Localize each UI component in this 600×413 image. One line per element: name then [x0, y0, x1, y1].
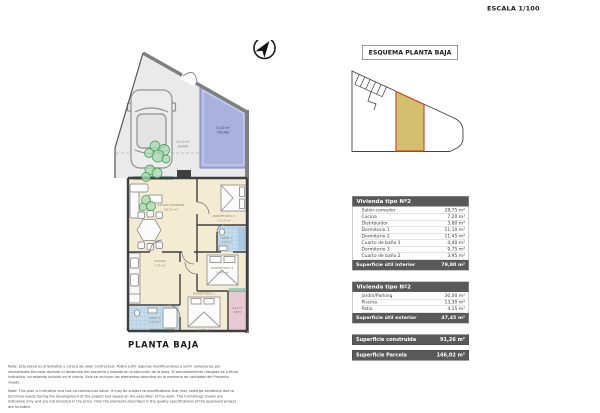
- interior-areas-table: [352, 196, 469, 271]
- row-value: 4,15 m²: [447, 306, 465, 312]
- row-label: Distribuidor: [361, 221, 388, 226]
- row-value: 3,80 m²: [447, 221, 465, 226]
- patio-area-label: 4,15 m²: [232, 306, 243, 310]
- row-label: Dormitorio 1: [361, 227, 390, 233]
- total-value: 47,45 m²: [441, 315, 465, 321]
- pool-name-label: PISCINA: [216, 130, 230, 135]
- cocina-label: COCINA: [154, 259, 166, 263]
- dormitorio3-label: DORMITORIO 3: [192, 291, 216, 296]
- total-label: Superficie útil interior: [356, 262, 416, 268]
- row-value: 4,40 m²: [447, 240, 465, 246]
- dormitorio1-label: DORMITORIO 1: [212, 214, 236, 218]
- row-label: Dormitorio 2: [361, 234, 390, 239]
- north-arrow-icon: [254, 40, 275, 59]
- built-surface-value: 91,26 m²: [440, 337, 465, 343]
- built-surface-label: Superficie construida: [356, 337, 417, 343]
- row-label: Cuarto de baño 1: [361, 240, 401, 246]
- scale-label: ESCALA 1/100: [487, 5, 540, 13]
- row-value: 11,10 m²: [444, 227, 465, 233]
- row-value: 28,75 m²: [444, 208, 465, 213]
- row-label: Salón-comedor: [361, 208, 396, 213]
- bed3: [188, 297, 220, 327]
- exterior-total-bar: [353, 313, 469, 323]
- total-value: 79,80 m²: [441, 262, 465, 268]
- row-value: 9,75 m²: [447, 247, 465, 252]
- built-surface-bar: [352, 335, 469, 346]
- parcel-surface-label: Superficie Parcela: [356, 352, 407, 358]
- interior-table-header: Vivienda tipo Nº2: [353, 197, 469, 207]
- plan-title: PLANTA BAJA: [128, 340, 200, 350]
- row-label: Cocina: [361, 214, 377, 220]
- schematic-title-box: [362, 45, 458, 60]
- entry-porch-wall: [177, 170, 191, 179]
- table-row: [362, 253, 466, 260]
- disclaimer-notes: [8, 364, 239, 413]
- dormitorio2-area: 11,45 m²: [215, 270, 229, 275]
- exterior-table-header: Vivienda tipo Nº2: [353, 282, 469, 292]
- row-label: Piscina: [361, 300, 378, 305]
- kitchen-counter: [129, 253, 140, 303]
- note-spanish: Nota: Este plano es orientativo y carece de valor contractual. Podrá sufrir algunas modificaciones y sufrir variaciones por necesidades técnicas durante el desarrollo del proyecto y basado en la ejecución de la obra. El amueblamiento dibujado es a título indicativo, no estando incluido en el precio. Solo se incluyen los elementos descritos en la memoria de calidades del Proyecto visado.: [8, 364, 239, 385]
- row-label: Jardín/Parking: [361, 293, 393, 299]
- bed1: [221, 185, 246, 211]
- toilet2: [134, 310, 139, 316]
- dormitorio1-area: 11,10 m²: [217, 218, 231, 223]
- area-tables: [352, 196, 469, 361]
- patio-name-label: PATIO: [233, 310, 242, 314]
- pool-area-label: 13,30 m²: [215, 126, 231, 130]
- interior-total-bar: [353, 260, 469, 270]
- row-label: Dormitorio 3: [361, 247, 390, 252]
- exterior-areas-table: [352, 282, 469, 324]
- shower1: [238, 227, 246, 250]
- bano1-label: BAÑO 1: [221, 236, 233, 240]
- schematic-title: ESQUEMA PLANTA BAJA: [368, 48, 452, 56]
- note-english: Note: This plan is indicative and has no contractual value. It may be subject to modifications that may undergo variations due to technical needs during the development of the project and based on the execution of the work. The furnishings shown are indicative only and are not included in the price. Only the elements described in the quality specifications of the approved project are included.: [8, 389, 237, 409]
- sink1: [219, 246, 227, 251]
- dormitorio3-area: 9,75 m²: [198, 328, 210, 332]
- total-label: Superficie útil exterior: [356, 315, 417, 321]
- row-value: 13,30 m²: [444, 300, 465, 305]
- salon-area: 28,75 m²: [164, 207, 178, 212]
- sink2: [148, 308, 157, 313]
- row-value: 11,45 m²: [444, 234, 465, 239]
- cocina-area: 7,20 m²: [154, 263, 166, 268]
- row-value: 30,00 m²: [444, 293, 465, 299]
- bathtub: [163, 308, 177, 328]
- row-label: Cuarto de baño 2: [361, 253, 401, 259]
- row-value: 7,20 m²: [447, 214, 465, 220]
- garden-area-label: 30,00 m²: [175, 140, 191, 144]
- floor-plan-drawing: [108, 40, 320, 352]
- parcel-surface-value: 146,02 m²: [436, 352, 465, 358]
- parcel-surface-bar: [352, 350, 469, 361]
- salon-label: SALON-COMEDOR: [157, 203, 185, 207]
- site-schematic: [348, 62, 492, 158]
- bano2-label: BAÑO 2: [149, 316, 161, 320]
- dormitorio2-label: DORMITORIO 2: [210, 266, 234, 270]
- highlighted-unit: [396, 92, 424, 152]
- garden-name-label: JARDIN: [177, 144, 189, 149]
- bano1-area: 4,40 m²: [221, 240, 233, 244]
- bano2-area: 3,95 m²: [149, 320, 161, 324]
- row-label: Patio: [361, 306, 373, 312]
- table-row: [362, 306, 466, 313]
- toilet1: [219, 229, 224, 235]
- row-value: 3,95 m²: [447, 253, 465, 259]
